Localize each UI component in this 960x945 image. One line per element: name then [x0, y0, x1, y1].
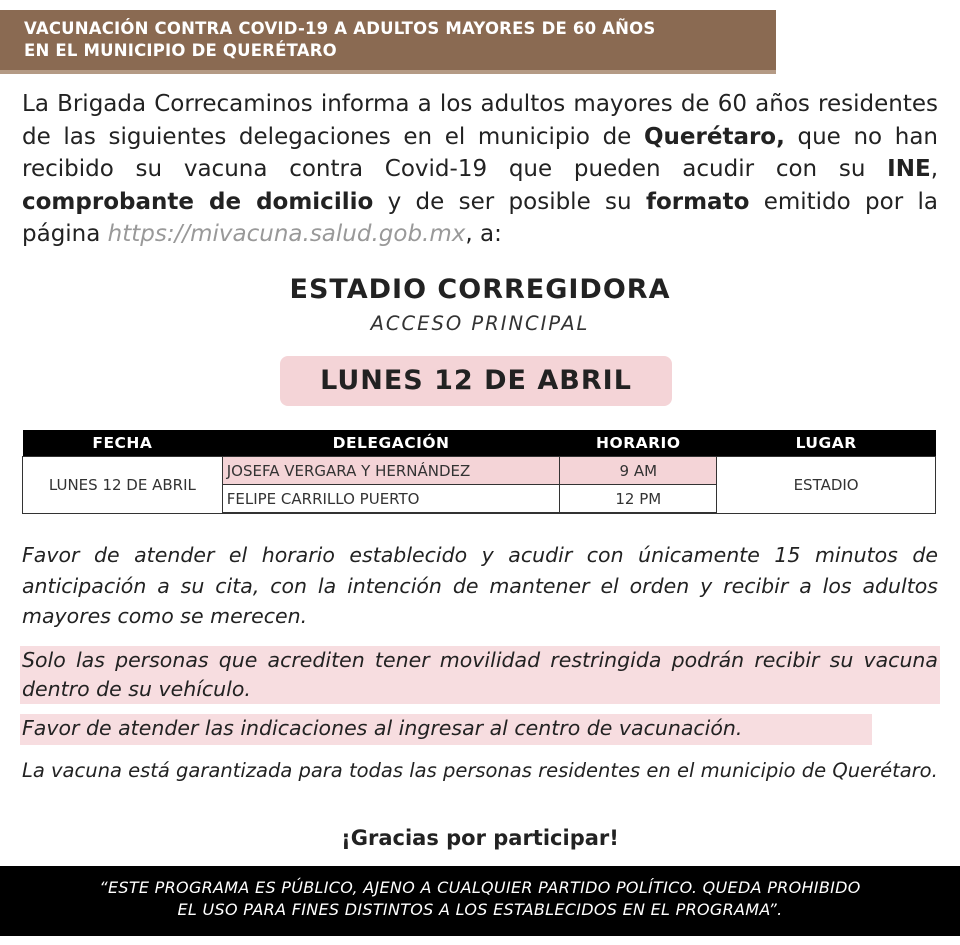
cell-horario: 12 PM — [560, 485, 717, 514]
thanks-message: ¡Gracias por participar! — [341, 826, 619, 850]
footer-line2: EL USO PARA FINES DISTINTOS A LOS ESTABLECIDOS EN EL PROGRAMA”. — [177, 900, 783, 919]
guarantee-notice: La vacuna está garantizada para todas las personas residentes en el municipio de Querétaro. — [22, 759, 938, 782]
schedule-notice: Favor de atender el horario establecido y acudir con únicamente 15 minutos de anticipación a su cita, con la intención de mantener el orden y recibir a los adultos mayores como se merecen. — [22, 543, 938, 628]
intro-bold-formato: formato — [645, 188, 750, 215]
mobility-notice: Solo las personas que acrediten tener movilidad restringida podrán recibir su vacuna dentro de su vehículo. — [22, 648, 938, 701]
indications-notice: Favor de atender las indicaciones al ingresar al centro de vacunación. — [22, 716, 743, 740]
cell-fecha: LUNES 12 DE ABRIL — [23, 457, 223, 514]
header-fecha: FECHA — [23, 430, 223, 457]
intro-paragraph — [22, 88, 938, 251]
header-title-line1: VACUNACIÓN CONTRA COVID-19 A ADULTOS MAYORES DE 60 AÑOS — [24, 19, 656, 38]
cell-delegacion: FELIPE CARRILLO PUERTO — [222, 485, 560, 514]
footer-line1: “ESTE PROGRAMA ES PÚBLICO, AJENO A CUALQUIER PARTIDO POLÍTICO. QUEDA PROHIBIDO — [99, 878, 861, 897]
legal-footer — [0, 866, 960, 936]
date-badge: LUNES 12 DE ABRIL — [280, 356, 672, 406]
header-delegacion: DELEGACIÓN — [222, 430, 560, 457]
table-header-row — [23, 430, 936, 457]
intro-text-1: La Brigada Correcaminos informa a los adultos mayores de 60 años residentes de las siguientes delegaciones en el municipio de — [22, 91, 938, 150]
header-lugar: LUGAR — [717, 430, 936, 457]
table-row — [23, 457, 936, 485]
header-banner — [0, 10, 776, 70]
cell-horario: 9 AM — [560, 457, 717, 485]
intro-bold-ine: INE — [887, 156, 931, 182]
header-horario: HORARIO — [560, 430, 717, 457]
vaccine-url: https://mivacuna.salud.gob.mx — [107, 221, 466, 247]
schedule-table — [22, 430, 936, 514]
intro-text-2: que no han recibido su vacuna contra Covid-19 que pueden acudir con su — [22, 123, 938, 182]
intro-bold-comprobante: comprobante de domicilio — [22, 188, 374, 215]
cell-lugar: ESTADIO — [717, 457, 936, 514]
header-title-line2: EN EL MUNICIPIO DE QUERÉTARO — [24, 41, 337, 60]
intro-text-6: , a: — [465, 221, 502, 247]
intro-text-5: emitido por la página — [22, 188, 938, 247]
venue-access: ACCESO PRINCIPAL — [370, 312, 590, 335]
venue-name: ESTADIO CORREGIDORA — [289, 274, 671, 305]
intro-text-4: y de ser posible su — [373, 188, 646, 215]
intro-bold-queretaro: Querétaro, — [643, 123, 785, 150]
intro-text-3: , — [930, 156, 938, 182]
cell-delegacion: JOSEFA VERGARA Y HERNÁNDEZ — [222, 457, 560, 485]
